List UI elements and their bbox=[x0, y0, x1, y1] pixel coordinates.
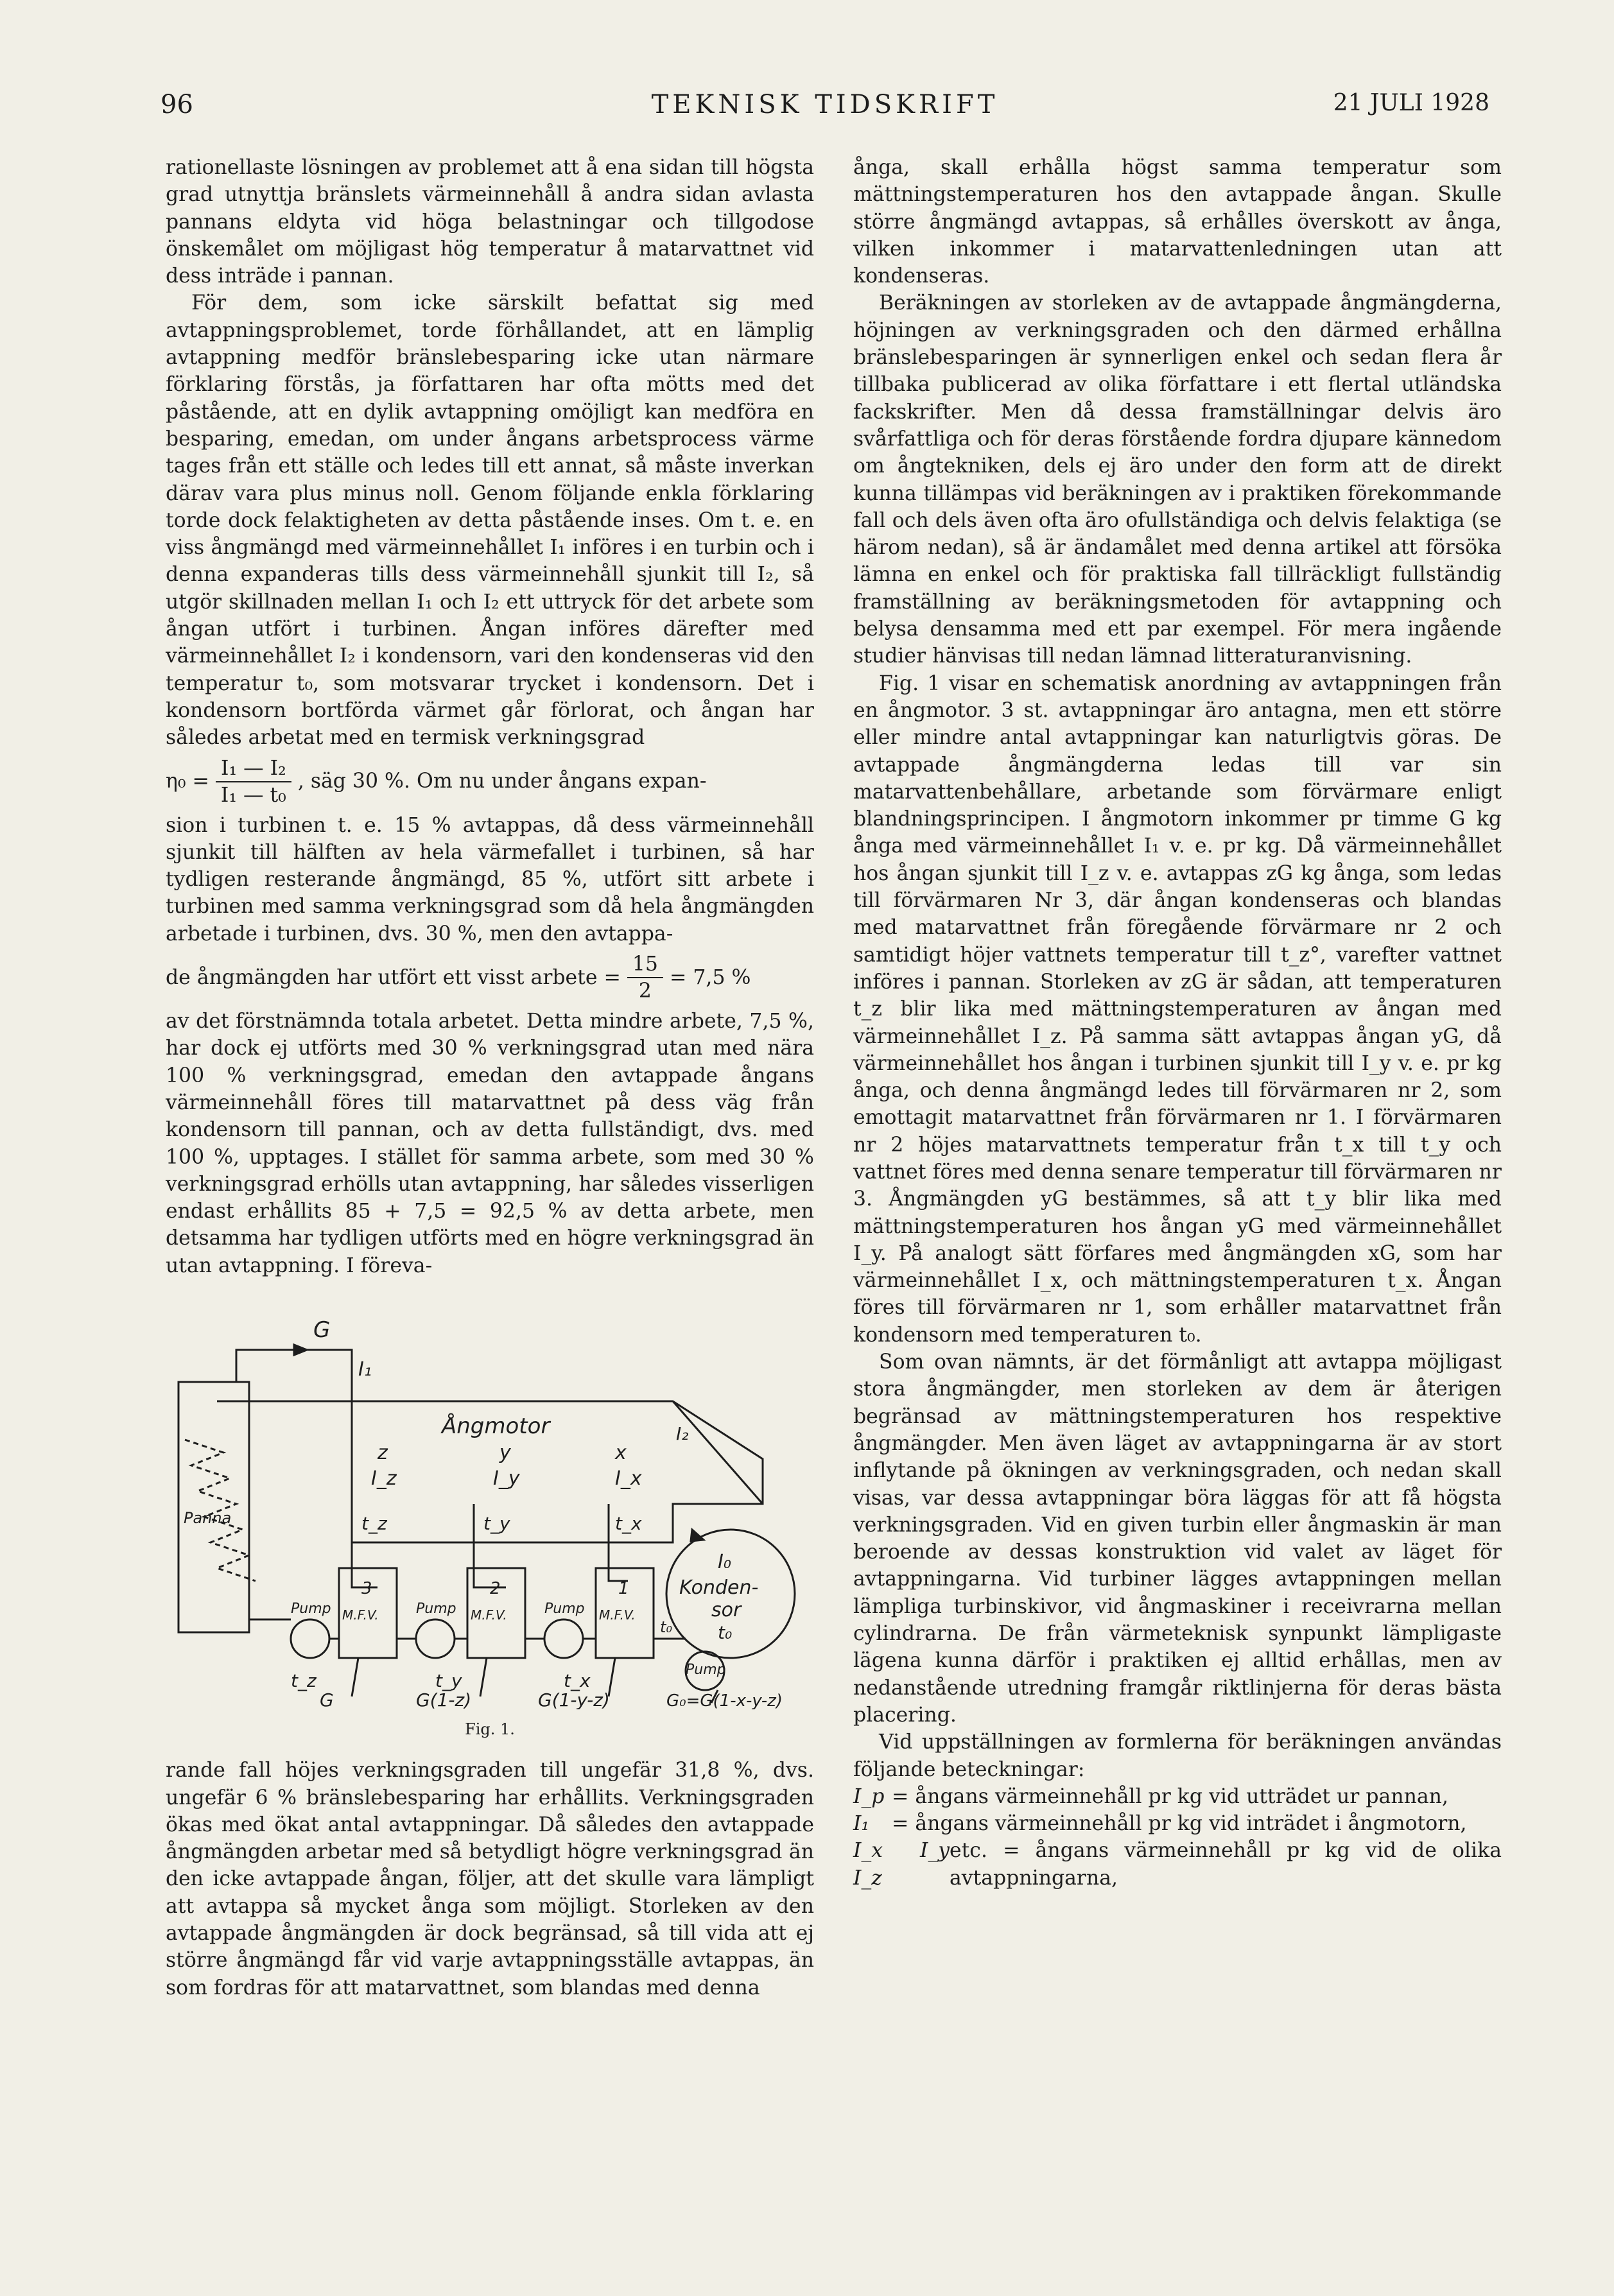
definition-symbol: I_p bbox=[853, 1784, 885, 1808]
page-header bbox=[161, 90, 1489, 128]
definition-row bbox=[853, 1810, 1502, 1837]
boiler bbox=[178, 1382, 249, 1632]
pump bbox=[416, 1619, 455, 1658]
definition-text: = ångans värmeinnehåll pr kg vid utträdet ur pannan, bbox=[892, 1784, 1448, 1808]
label-tx: t_x bbox=[615, 1512, 642, 1534]
equation-lhs: de ångmängden har utfört ett visst arbete = bbox=[166, 965, 621, 989]
equation-text: , säg 30 %. Om nu under ångans expan- bbox=[297, 770, 707, 793]
paragraph: Fig. 1 visar en schematisk anordning av avtappningen från en ångmotor. 3 st. avtappningar äro antagna, men ett större eller mindre antal avtappningar kan naturligtvis göras. De avtappade ångmängderna ledas till var sin matarvattenbehållare, arbetande som förvärmare enligt blandningsprincipen. I ångmotorn inkommer pr timme G kg ånga med värmeinnehållet I₁ v. e. pr kg. Då värmeinnehållet hos ångan sjunkit till I_z v. e. avtappas zG kg ånga, som ledas till förvärmaren Nr 3, där ångan kondenseras och blandas med matarvattnet från föregående förvärmare nr 2 och samtidigt höjer vattnets temperatur till t_z°, varefter vattnet införes i pannan. Storleken av zG är sådan, att temperaturen t_z blir lika med mättningstemperaturen av ångan med värmeinnehållet I_z. På samma sätt avtappas ångan yG, då värmeinnehållet hos ångan i turbinen sjunkit till I_y v. e. pr kg ånga, och denna ångmängd ledes till förvärmaren nr 2, som emottagit matarvattnet från förvärmaren nr 1. I förvärmaren nr 2 höjes matarvattnets temperatur från t_x till t_y och vattnet föres med denna senare temperatur till förvärmaren nr 3. Ångmängden yG bestämmes, så att t_y blir lika med mättningstemperaturen hos ångan yG med värmeinnehållet I_y. På analogt sätt förfares med ångmängden xG, som har värmeinnehållet I_x, och mättningstemperaturen t_x. Ångan föres till förvärmaren nr 1, som erhåller matarvattnet från kondensorn med temperaturen t₀. bbox=[853, 671, 1502, 1347]
right-column bbox=[853, 154, 1502, 2234]
fraction-denominator: 2 bbox=[638, 980, 652, 1003]
fraction-numerator: 15 bbox=[627, 951, 663, 978]
steam-line bbox=[236, 1350, 352, 1401]
label-out-G1yz: G(1-y-z) bbox=[538, 1689, 610, 1709]
figure-caption: Fig. 1. bbox=[465, 1720, 515, 1738]
paragraph: rationellaste lösningen av problemet att å ena sidan till högsta grad utnyttja bränslets värmeinnehåll å andra sidan avlasta pannans eldyta vid höga belastningar och tillgodose önskemålet om möjligast hög temperatur å matarvattnet vid dess inträde i pannan. bbox=[166, 156, 814, 288]
pump bbox=[291, 1619, 329, 1658]
label-Iz: I_z bbox=[371, 1467, 397, 1490]
label-G: G bbox=[313, 1316, 331, 1343]
label-pump: Pump bbox=[416, 1600, 456, 1617]
definition-text: = ångans värmeinnehåll pr kg vid inträdet i ångmotorn, bbox=[892, 1812, 1467, 1836]
label-I2: I₂ bbox=[676, 1422, 689, 1444]
paragraph: sion i turbinen t. e. 15 % avtappas, då dess värmeinnehåll sjunkit till hälften av hela värmefallet i turbinen, så har tydligen resterande ångmängd, 85 %, utfört sitt arbete i turbinen med samma verkningsgrad som då hela ångmängden arbetade i turbinen, dvs. 30 %, men den avtappa- bbox=[166, 813, 814, 945]
label-t0-feed: t₀ bbox=[660, 1618, 673, 1636]
paragraph: Som ovan nämnts, är det förmånligt att avtappa möjligast stora ångmängder, men storleken av dem är återigen begränsad av mättningstemperaturen hos respektive ångmängder. Men även läget av avtappningarna är av stort inflytande på ökningen av verkningsgraden, och nedan skall visas, var dessa avtappningar böra läggas för att få högsta verkningsgraden. Vid en given turbin eller ångmaskin är man beroende av dessas konstruktion vid valet av läget för avtappningarna. Vid turbiner lägges avtappningen mellan lämpliga turbinskivor, vid ångmaskiner i receivrarna mellan cylindrarna. De från värmeteknisk synpunkt lämpligaste lägena kunna därför i praktiken ej alltid erhållas, men av nedanstående utredning framgår riktlinjerna för deras bästa placering. bbox=[853, 1351, 1502, 1727]
label-x: x bbox=[615, 1441, 627, 1464]
label-z: z bbox=[377, 1441, 388, 1464]
label-pump: Pump bbox=[686, 1661, 726, 1678]
issue-date: 21 JULI 1928 bbox=[1333, 90, 1489, 116]
label-boiler: Panna bbox=[184, 1508, 232, 1527]
paragraph: av det förstnämnda totala arbetet. Detta mindre arbete, 7,5 %, har dock ej utförts med 30 % verkningsgrad utan med nära 100 % verkningsgrad, emedan den avtappade ångans värmeinnehåll föres till matarvattnet på dess väg från kondensorn till pannan, och av detta fullständigt, dvs. med 100 %, upptages. I stället för samma arbete, som med 30 % verkningsgrad erhölls utan avtappning, har således visserligen endast erhållits 85 + 7,5 = 92,5 % av detta arbete, men detsamma har tydligen utförts med en högre verkningsgrad än utan avtappning. I föreva- bbox=[166, 1010, 814, 1277]
label-Iy: I_y bbox=[493, 1467, 520, 1490]
fraction bbox=[216, 755, 291, 808]
fraction bbox=[627, 951, 663, 1004]
paragraph: Vid uppställningen av formlerna för beräkningen användas följande beteckningar: bbox=[853, 1731, 1502, 1781]
label-pump: Pump bbox=[544, 1600, 585, 1617]
definition-row bbox=[853, 1783, 1502, 1810]
equation-text: = 7,5 % bbox=[669, 965, 751, 989]
equation-efficiency bbox=[166, 755, 814, 808]
label-mfv: M.F.V. bbox=[471, 1607, 507, 1623]
label-out-ty: t_y bbox=[435, 1670, 462, 1691]
fraction-denominator: I₁ — t₀ bbox=[220, 783, 286, 807]
label-out-G: G bbox=[320, 1689, 334, 1709]
definition-row bbox=[853, 1837, 1502, 1892]
label-out-G1z: G(1-z) bbox=[416, 1689, 472, 1709]
exhaust-line bbox=[673, 1401, 763, 1504]
label-mfv: M.F.V. bbox=[342, 1607, 379, 1623]
label-t0: t₀ bbox=[718, 1621, 733, 1643]
drain-lines bbox=[352, 1658, 718, 1703]
feedwater-diagram bbox=[166, 1311, 814, 1709]
label-pump: Pump bbox=[291, 1600, 331, 1617]
label-mfv: M.F.V. bbox=[599, 1607, 636, 1623]
definition-symbol: I_x I_y I_z bbox=[853, 1839, 950, 1890]
paragraph: ånga, skall erhålla högst samma temperatur som mättningstemperaturen hos den avtappade ångan. Skulle större ångmängd avtappas, så erhålles överskott av ånga, vilken inkommer i matarvattenledningen utan att kondenseras. bbox=[853, 156, 1502, 288]
label-condenser: Konden- bbox=[679, 1576, 759, 1599]
label-Ix: I_x bbox=[615, 1467, 642, 1490]
label-heater-2: 2 bbox=[490, 1578, 501, 1598]
definition-text: etc. = ångans värmeinnehåll pr kg vid de olika avtappningarna, bbox=[950, 1839, 1502, 1890]
fraction-numerator: I₁ — I₂ bbox=[216, 755, 291, 782]
label-out-tx: t_x bbox=[564, 1670, 591, 1691]
label-heater-3: 3 bbox=[361, 1578, 372, 1598]
pump bbox=[544, 1619, 583, 1658]
label-ty: t_y bbox=[483, 1512, 510, 1534]
paragraph: För dem, som icke särskilt befattat sig med avtappningsproblemet, torde förhållandet, att en lämplig avtappning medför bränslebesparing icke utan närmare förklaring förstås, ja författaren har ofta mötts med det påstående, att en dylik avtappning omöjligt kan medföra en besparing, emedan, om under ångans arbetsprocess värme tages från ett ställe och ledes till ett annat, så måste inverkan därav vara plus minus noll. Genom följande enkla förklaring torde dock felaktigheten av detta påstående inses. Om t. e. en viss ångmängd med värmeinnehållet I₁ införes i en turbin och i denna expanderas tills dess värmeinnehåll sjunkit till I₂, så utgör skillnaden mellan I₁ och I₂ ett uttryck för det arbete som ångan utfört i turbinen. Ångan införes därefter med värmeinnehållet I₂ i kondensorn, vari den kondenseras vid den temperatur t₀, som motsvarar trycket i kondensorn. Det i kondensorn bortförda värmet går förlorat, och ångan har således arbetat med en termisk verkningsgrad bbox=[166, 291, 814, 750]
figure-1 bbox=[166, 1311, 814, 1709]
paragraph: rande fall höjes verkningsgraden till ungefär 31,8 %, dvs. ungefär 6 % bränslebesparing har erhållits. Verkningsgraden ökas med ökat antal avtappningar. Då således den avtappade ångmängden arbetar med så betydligt högre verkningsgrad än den icke avtappade ångan, följer, att det skulle vara lämpligt att avtappa så mycket ånga som möjligt. Storleken av den avtappade ångmängden är dock begränsad, så till vida att ej större ångmängd får vid varje avtappningsställe avtappas, än som fordras för att matarvattnet, som blandas med denna bbox=[166, 1759, 814, 1999]
equation-lhs: η₀ = bbox=[166, 770, 209, 793]
flow-arrow bbox=[294, 1345, 307, 1355]
label-condenser-2: sor bbox=[711, 1598, 742, 1621]
journal-title: TEKNISK TIDSKRIFT bbox=[651, 90, 999, 119]
label-y: y bbox=[499, 1441, 511, 1464]
label-out-G0: G₀=G(1-x-y-z) bbox=[666, 1691, 783, 1709]
label-engine: Ångmotor bbox=[442, 1413, 550, 1439]
label-I1: I₁ bbox=[358, 1358, 372, 1381]
equation-work bbox=[166, 951, 814, 1004]
label-tz: t_z bbox=[361, 1512, 387, 1534]
paragraph: Beräkningen av storleken av de avtappade ångmängderna, höjningen av verkningsgraden och den därmed erhållna bränslebesparingen är synnerligen enkel och sedan flera år tillbaka publicerad av olika författare i ett flertal utländska fackskrifter. Men då dessa framställningar delvis äro svårfattliga och för deras förstående fordra djupare kännedom om ångtekniken, dels ej äro under den form att de direkt kunna tillämpas vid beräkningen av i praktiken förekommande fall och dels även ofta äro ofullständiga och delvis felaktiga (se härom nedan), så är ändamålet med denna artikel att försöka lämna en enkel och för praktiska fall tillräckligt fullständig framställning av beräkningsmetoden för avtappning och belysa densamma med ett par exempel. För mera ingående studier hänvisas till nedan lämnad litteraturanvisning. bbox=[853, 291, 1502, 668]
definition-symbol: I₁ bbox=[853, 1812, 870, 1836]
label-out-tz: t_z bbox=[291, 1670, 317, 1691]
label-heater-1: 1 bbox=[618, 1578, 629, 1598]
left-column bbox=[166, 154, 814, 2234]
page-number: 96 bbox=[161, 90, 193, 119]
label-I0: I₀ bbox=[718, 1550, 731, 1573]
